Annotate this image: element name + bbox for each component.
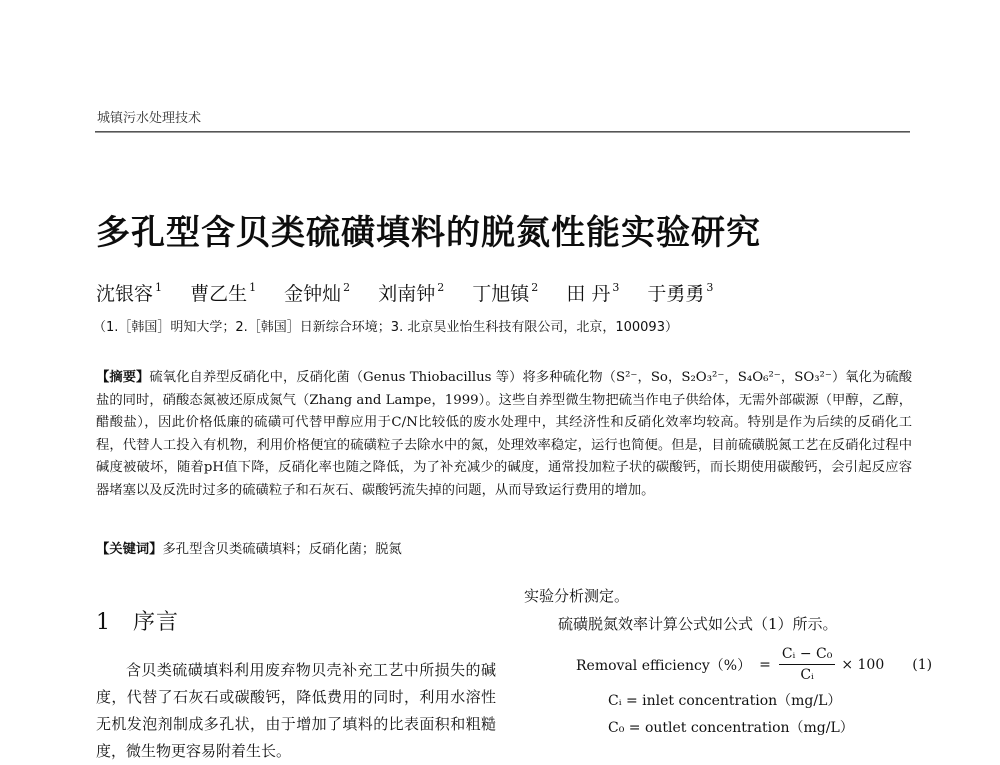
keywords-label: 【关键词】	[96, 542, 163, 557]
left-column-body	[96, 657, 496, 765]
equation-lhs: Removal efficiency（%）	[576, 657, 752, 674]
paragraph: 含贝类硫磺填料利用废弃物贝壳补充工艺中所损失的碱度，代替了石灰石或碳酸钙，降低费用的同时，利用水溶性无机发泡剂制成多孔状，由于增加了填料的比表面积和粗糙度，微生物更容易附着生长。	[96, 661, 496, 760]
running-head: 城镇污水处理技术	[97, 111, 202, 126]
author: 丁旭镇 $^2$	[472, 281, 539, 305]
affiliations: （1.［韩国］明知大学；2.［韩国］日新综合环境；3. 北京昊业怡生科技有限公司，北京，100093）	[93, 320, 678, 335]
multiplier: × 100	[841, 656, 885, 673]
author: 曹乙生 $^1$	[190, 281, 257, 305]
equation-removal-efficiency	[576, 646, 932, 683]
author: 沈银容 $^1$	[96, 281, 163, 305]
keywords-text: 多孔型含贝类硫磺填料；反硝化菌；脱氮	[162, 542, 402, 557]
equation-number: (1)	[912, 656, 933, 673]
author: 刘南钟 $^2$	[378, 281, 445, 305]
fraction-denominator: Cᵢ	[800, 667, 814, 683]
fraction	[779, 646, 835, 683]
equals-sign: =	[759, 656, 771, 673]
right-column	[518, 0, 933, 759]
fraction-numerator: Cᵢ − C₀	[779, 646, 835, 665]
definition-inlet: Cᵢ = inlet concentration（mg/L）	[608, 693, 842, 709]
paragraph-end: 实验分析测定。	[524, 587, 630, 605]
section-number: 1	[96, 610, 111, 635]
definition-outlet: C₀ = outlet concentration（mg/L）	[608, 720, 854, 736]
abstract-label: 【摘要】	[96, 370, 150, 385]
formula-intro: 硫磺脱氮效率计算公式如公式（1）所示。	[558, 615, 838, 633]
section-title: 序言	[133, 610, 180, 635]
paper-title: 多孔型含贝类硫磺填料的脱氮性能实验研究	[96, 213, 761, 253]
author: 于勇勇 $^3$	[647, 281, 714, 305]
abstract-text: 硫氧化自养型反硝化中，反硝化菌（Genus Thiobacillus 等）将多种硫化物（S²⁻，So，S₂O₃²⁻，S₄O₆²⁻，SO₃²⁻）氧化为硫酸盐的同时，硝酸态氮被还原成氮气（Zhang and Lampe，1999）。这些自养型微生物把硫当作电子供给体，无需外部碳源（甲醇，乙醇，醋酸盐），因此价格低廉的硫磺可代替甲醇应用于C/N比较低的废水处理中，其经济性和反硝化效率均较高。特别是作为后续的反硝化工程，代替人工投入有机物，利用价格便宜的硫磺粒子去除水中的氮，处理效率稳定，运行也简便。但是，目前硫磺脱氮工艺在反硝化过程中碱度被破坏，随着pH值下降，反硝化率也随之降低，为了补充减少的碱度，通常投加粒子状的碳酸钙，而长期使用碳酸钙，会引起反应容器堵塞以及反洗时过多的硫磺粒子和石灰石、碳酸钙流失掉的问题，从而导致运行费用的增加。	[96, 370, 913, 498]
section-heading	[96, 605, 179, 636]
author: 田 丹 $^3$	[566, 281, 620, 305]
author: 金钟灿 $^2$	[284, 281, 351, 305]
